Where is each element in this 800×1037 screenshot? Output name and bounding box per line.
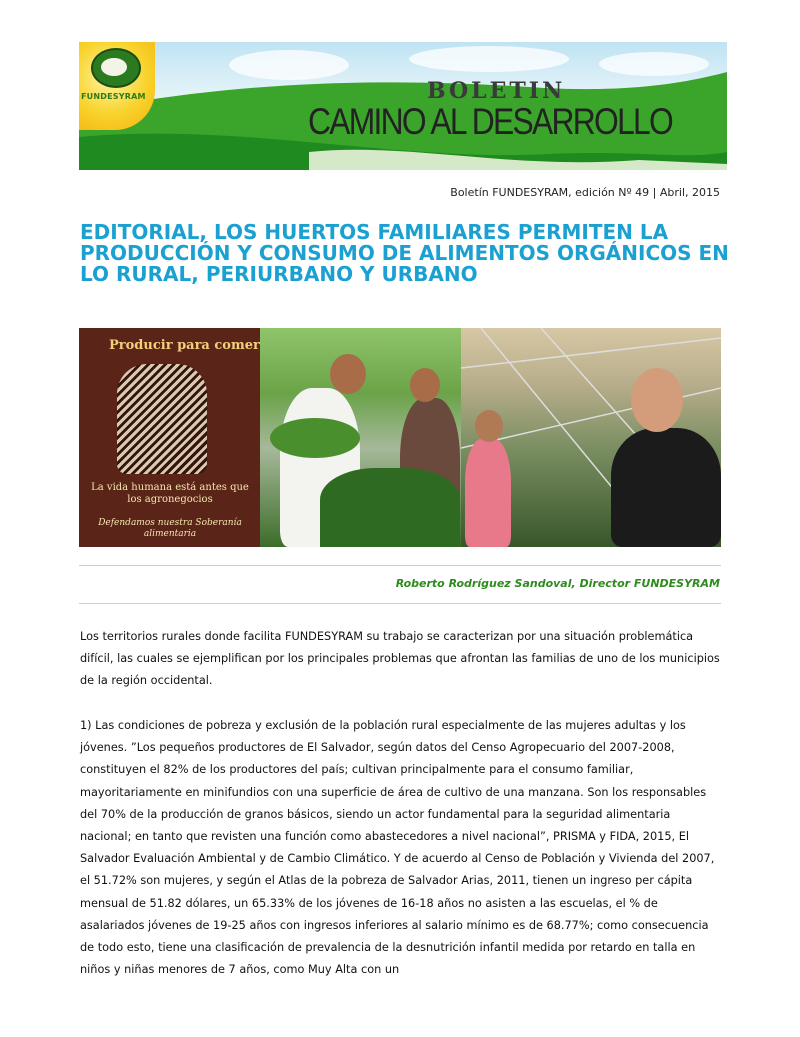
- photo-collage: [79, 328, 721, 547]
- garden-photo: [461, 328, 721, 547]
- paragraph-intro: Los territorios rurales donde facilita FUNDESYRAM su trabajo se caracterizan por una situación problemática difícil, las cuales se ejemplifican por los principales problemas que afrontan las familias de uno de los municipios de la región occidental.: [80, 630, 720, 688]
- logo-emblem-icon: [91, 48, 141, 88]
- logo-text: FUNDESYRAM: [81, 92, 146, 101]
- header-banner: [79, 42, 727, 170]
- poster-heading: Producir para comer: [109, 338, 260, 353]
- poster-footer-text: Defendamos nuestra Soberanía alimentaria: [98, 518, 242, 539]
- poster-photo: [79, 328, 260, 547]
- author-line: Roberto Rodríguez Sandoval, Director FUNDESYRAM: [395, 577, 720, 590]
- edition-info: Boletín FUNDESYRAM, edición Nº 49 | Abril, 2015: [450, 186, 720, 199]
- market-photo: [260, 328, 461, 547]
- divider-bottom: [79, 603, 721, 604]
- page-title: EDITORIAL, LOS HUERTOS FAMILIARES PERMITEN LA PRODUCCIÓN Y CONSUMO DE ALIMENTOS ORGÁNICOS EN LO RURAL, PERIURBANO Y URBANO: [80, 220, 729, 286]
- divider-top: [79, 565, 721, 566]
- paragraph-point-1: 1) Las condiciones de pobreza y exclusión de la población rural especialmente de las mujeres adultas y los jóvenes. ”Los pequeños productores de El Salvador, según datos del Censo Agropecuario del 2007-2008, constituyen el 82% de los productores del país; cultivan principalmente para el consumo familiar, mayoritariamente en minifundios con una superficie de área de cultivo de una manzana. Son los responsables del 70% de la producción de granos básicos, siendo un actor fundamental para la seguridad alimentaria nacional; en tanto que revisten una función como abastecedores a nivel nacional”, PRISMA y FIDA, 2015, El Salvador Evaluación Ambiental y de Cambio Climático. Y de acuerdo al Censo de Población y Vivienda del 2007, el 51.72% son mujeres, y según el Atlas de la pobreza de Salvador Arias, 2011, tienen un ingreso per cápita mensual de 51.82 dólares, un 65.33% de los jóvenes de 16-18 años no asisten a las escuelas, el % de asalariados jóvenes de 19-25 años con ingresos inferiores al salario mínimo es de 68.77%; como consecuencia de todo esto, tiene una clasificación de prevalencia de la desnutrición infantil medida por retardo en talla en niños y niñas menores de 7 años, como Muy Alta con un: [80, 719, 715, 977]
- poster-text: La vida humana está antes que los agronegocios: [91, 482, 249, 505]
- banner-boletin-label: BOLETIN: [427, 78, 566, 104]
- banner-title: CAMINO AL DESARROLLO: [308, 101, 673, 142]
- poster-woodcut-art: [117, 364, 207, 474]
